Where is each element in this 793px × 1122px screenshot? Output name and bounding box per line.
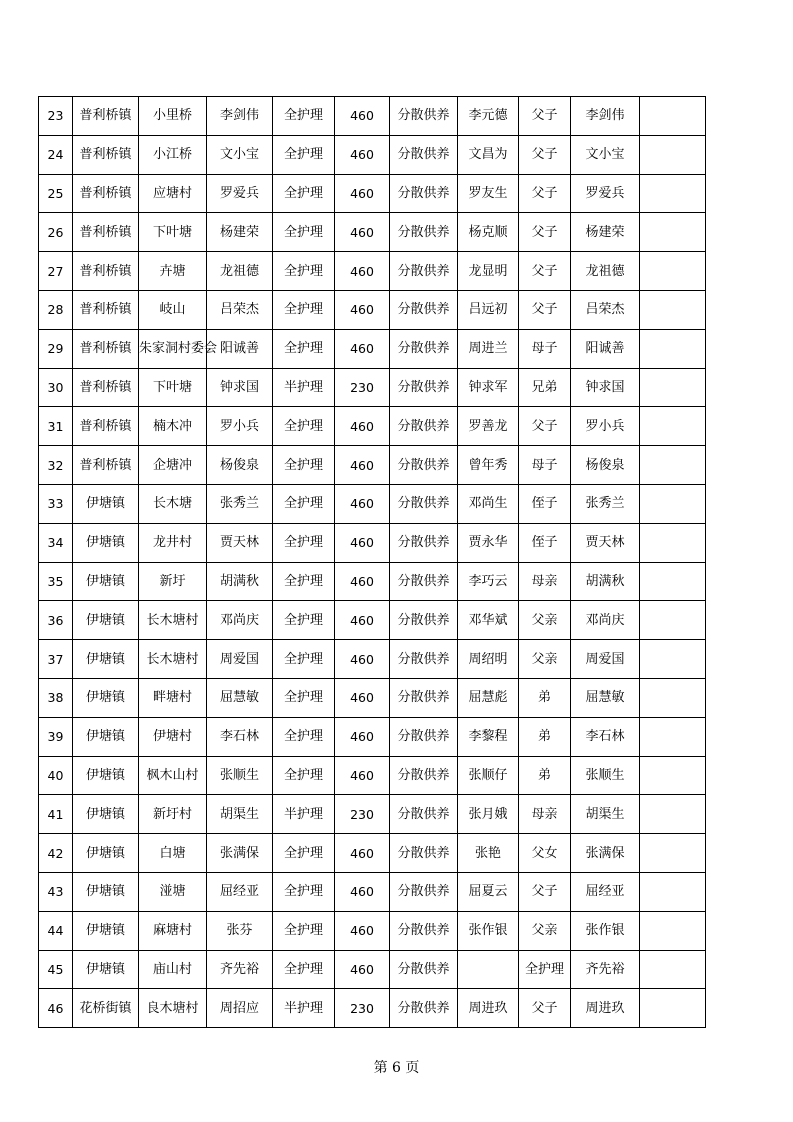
- cell-guardian-name: 曾年秀: [458, 446, 519, 485]
- cell-town: 普利桥镇: [73, 213, 139, 252]
- cell-payee-name: 阳诚善: [571, 329, 640, 368]
- table-row: [39, 756, 706, 795]
- table-row: [39, 484, 706, 523]
- cell-person-name: 邓尚庆: [207, 601, 273, 640]
- cell-support-type: 分散供养: [390, 368, 458, 407]
- cell-row-number: 36: [39, 601, 73, 640]
- cell-support-type: 分散供养: [390, 174, 458, 213]
- cell-remarks: [640, 911, 706, 950]
- cell-guardian-name: 周绍明: [458, 640, 519, 679]
- cell-amount: 460: [335, 756, 390, 795]
- table-row: [39, 717, 706, 756]
- cell-support-type: 分散供养: [390, 446, 458, 485]
- cell-support-type: 分散供养: [390, 484, 458, 523]
- cell-town: 普利桥镇: [73, 290, 139, 329]
- table-row: [39, 523, 706, 562]
- cell-care-level: 半护理: [273, 368, 335, 407]
- cell-care-level: 全护理: [273, 756, 335, 795]
- cell-amount: 460: [335, 911, 390, 950]
- cell-town: 普利桥镇: [73, 252, 139, 291]
- table-row: [39, 795, 706, 834]
- cell-relationship: 侄子: [519, 523, 571, 562]
- cell-guardian-name: 龙显明: [458, 252, 519, 291]
- cell-care-level: 全护理: [273, 950, 335, 989]
- cell-person-name: 贾天林: [207, 523, 273, 562]
- cell-person-name: 吕荣杰: [207, 290, 273, 329]
- table-row: [39, 252, 706, 291]
- cell-relationship: 父子: [519, 97, 571, 136]
- cell-person-name: 张顺生: [207, 756, 273, 795]
- cell-person-name: 文小宝: [207, 135, 273, 174]
- cell-relationship: 父子: [519, 989, 571, 1028]
- cell-amount: 460: [335, 601, 390, 640]
- cell-person-name: 周爱国: [207, 640, 273, 679]
- cell-amount: 460: [335, 97, 390, 136]
- cell-support-type: 分散供养: [390, 717, 458, 756]
- cell-relationship: 父子: [519, 213, 571, 252]
- cell-row-number: 31: [39, 407, 73, 446]
- cell-remarks: [640, 135, 706, 174]
- cell-payee-name: 李石林: [571, 717, 640, 756]
- cell-amount: 460: [335, 135, 390, 174]
- cell-care-level: 半护理: [273, 795, 335, 834]
- cell-support-type: 分散供养: [390, 135, 458, 174]
- cell-guardian-name: 李巧云: [458, 562, 519, 601]
- cell-support-type: 分散供养: [390, 562, 458, 601]
- cell-remarks: [640, 678, 706, 717]
- cell-village: 长木塘村: [139, 640, 207, 679]
- cell-amount: 460: [335, 252, 390, 291]
- cell-remarks: [640, 872, 706, 911]
- cell-guardian-name: 周进兰: [458, 329, 519, 368]
- cell-town: 伊塘镇: [73, 640, 139, 679]
- cell-village: 岐山: [139, 290, 207, 329]
- cell-care-level: 全护理: [273, 290, 335, 329]
- cell-support-type: 分散供养: [390, 756, 458, 795]
- cell-payee-name: 杨俊泉: [571, 446, 640, 485]
- cell-row-number: 40: [39, 756, 73, 795]
- table-row: [39, 834, 706, 873]
- cell-person-name: 杨俊泉: [207, 446, 273, 485]
- table-row: [39, 911, 706, 950]
- cell-village: 长木塘村: [139, 601, 207, 640]
- cell-person-name: 李石林: [207, 717, 273, 756]
- cell-town: 伊塘镇: [73, 601, 139, 640]
- table-row: [39, 640, 706, 679]
- cell-row-number: 32: [39, 446, 73, 485]
- cell-amount: 460: [335, 523, 390, 562]
- cell-support-type: 分散供养: [390, 795, 458, 834]
- cell-payee-name: 胡渠生: [571, 795, 640, 834]
- cell-guardian-name: 贾永华: [458, 523, 519, 562]
- cell-row-number: 30: [39, 368, 73, 407]
- cell-care-level: 全护理: [273, 407, 335, 446]
- cell-payee-name: 邓尚庆: [571, 601, 640, 640]
- cell-support-type: 分散供养: [390, 911, 458, 950]
- cell-town: 伊塘镇: [73, 834, 139, 873]
- cell-amount: 460: [335, 872, 390, 911]
- cell-support-type: 分散供养: [390, 213, 458, 252]
- cell-town: 普利桥镇: [73, 407, 139, 446]
- cell-person-name: 罗爱兵: [207, 174, 273, 213]
- table-body: [39, 97, 706, 1028]
- cell-person-name: 李剑伟: [207, 97, 273, 136]
- cell-support-type: 分散供养: [390, 601, 458, 640]
- cell-amount: 460: [335, 213, 390, 252]
- cell-support-type: 分散供养: [390, 834, 458, 873]
- cell-remarks: [640, 834, 706, 873]
- cell-amount: 460: [335, 290, 390, 329]
- cell-support-type: 分散供养: [390, 252, 458, 291]
- cell-care-level: 全护理: [273, 446, 335, 485]
- cell-row-number: 41: [39, 795, 73, 834]
- cell-relationship: 弟: [519, 678, 571, 717]
- cell-town: 普利桥镇: [73, 135, 139, 174]
- page-number: 第 6 页: [373, 1060, 420, 1076]
- cell-amount: 460: [335, 678, 390, 717]
- cell-guardian-name: 文昌为: [458, 135, 519, 174]
- cell-support-type: 分散供养: [390, 872, 458, 911]
- cell-payee-name: 杨建荣: [571, 213, 640, 252]
- cell-amount: 460: [335, 640, 390, 679]
- cell-payee-name: 屈经亚: [571, 872, 640, 911]
- cell-relationship: 弟: [519, 756, 571, 795]
- cell-remarks: [640, 252, 706, 291]
- table-row: [39, 950, 706, 989]
- cell-village: 枫木山村: [139, 756, 207, 795]
- cell-guardian-name: 张艳: [458, 834, 519, 873]
- cell-remarks: [640, 484, 706, 523]
- table-row: [39, 174, 706, 213]
- cell-payee-name: 周爱国: [571, 640, 640, 679]
- cell-remarks: [640, 717, 706, 756]
- cell-amount: 460: [335, 174, 390, 213]
- cell-person-name: 阳诚善: [207, 329, 273, 368]
- cell-village: 企塘冲: [139, 446, 207, 485]
- cell-relationship: 父亲: [519, 911, 571, 950]
- cell-care-level: 全护理: [273, 911, 335, 950]
- cell-payee-name: 张顺生: [571, 756, 640, 795]
- cell-payee-name: 钟求国: [571, 368, 640, 407]
- cell-guardian-name: 周进玖: [458, 989, 519, 1028]
- table-row: [39, 368, 706, 407]
- cell-care-level: 全护理: [273, 252, 335, 291]
- table-row: [39, 290, 706, 329]
- cell-payee-name: 屈慧敏: [571, 678, 640, 717]
- cell-guardian-name: 屈慧彪: [458, 678, 519, 717]
- cell-relationship: 父亲: [519, 601, 571, 640]
- cell-village: 新圩村: [139, 795, 207, 834]
- cell-row-number: 24: [39, 135, 73, 174]
- cell-row-number: 46: [39, 989, 73, 1028]
- cell-amount: 230: [335, 368, 390, 407]
- cell-remarks: [640, 989, 706, 1028]
- table-row: [39, 872, 706, 911]
- cell-amount: 230: [335, 795, 390, 834]
- cell-town: 伊塘镇: [73, 950, 139, 989]
- cell-row-number: 42: [39, 834, 73, 873]
- cell-remarks: [640, 950, 706, 989]
- cell-village: 伊塘村: [139, 717, 207, 756]
- cell-care-level: 全护理: [273, 523, 335, 562]
- cell-row-number: 44: [39, 911, 73, 950]
- cell-relationship: 母亲: [519, 795, 571, 834]
- cell-amount: 460: [335, 834, 390, 873]
- cell-care-level: 半护理: [273, 989, 335, 1028]
- cell-remarks: [640, 329, 706, 368]
- cell-guardian-name: 杨克顺: [458, 213, 519, 252]
- cell-row-number: 37: [39, 640, 73, 679]
- cell-amount: 460: [335, 950, 390, 989]
- cell-remarks: [640, 795, 706, 834]
- cell-person-name: 张秀兰: [207, 484, 273, 523]
- cell-village: 朱家洞村委会: [139, 329, 207, 368]
- cell-amount: 460: [335, 717, 390, 756]
- cell-payee-name: 胡满秋: [571, 562, 640, 601]
- cell-payee-name: 齐先裕: [571, 950, 640, 989]
- cell-remarks: [640, 290, 706, 329]
- cell-relationship: 侄子: [519, 484, 571, 523]
- cell-town: 普利桥镇: [73, 368, 139, 407]
- cell-person-name: 屈经亚: [207, 872, 273, 911]
- cell-guardian-name: 罗善龙: [458, 407, 519, 446]
- cell-support-type: 分散供养: [390, 678, 458, 717]
- cell-payee-name: 张满保: [571, 834, 640, 873]
- cell-village: 小里桥: [139, 97, 207, 136]
- cell-town: 普利桥镇: [73, 174, 139, 213]
- cell-relationship: 父子: [519, 135, 571, 174]
- cell-person-name: 钟求国: [207, 368, 273, 407]
- table-row: [39, 601, 706, 640]
- cell-town: 普利桥镇: [73, 97, 139, 136]
- cell-relationship: 母子: [519, 329, 571, 368]
- cell-support-type: 分散供养: [390, 407, 458, 446]
- cell-row-number: 39: [39, 717, 73, 756]
- cell-town: 伊塘镇: [73, 678, 139, 717]
- cell-person-name: 龙祖德: [207, 252, 273, 291]
- cell-village: 龙井村: [139, 523, 207, 562]
- cell-relationship: 母子: [519, 446, 571, 485]
- cell-village: 麻塘村: [139, 911, 207, 950]
- cell-relationship: 父子: [519, 290, 571, 329]
- cell-town: 伊塘镇: [73, 911, 139, 950]
- cell-amount: 460: [335, 562, 390, 601]
- cell-person-name: 罗小兵: [207, 407, 273, 446]
- cell-care-level: 全护理: [273, 640, 335, 679]
- cell-support-type: 分散供养: [390, 97, 458, 136]
- cell-village: 楠木冲: [139, 407, 207, 446]
- cell-person-name: 张芬: [207, 911, 273, 950]
- table-row: [39, 97, 706, 136]
- cell-relationship: 父女: [519, 834, 571, 873]
- cell-payee-name: 周进玖: [571, 989, 640, 1028]
- cell-relationship: 父子: [519, 407, 571, 446]
- cell-relationship: 全护理: [519, 950, 571, 989]
- cell-town: 伊塘镇: [73, 523, 139, 562]
- cell-support-type: 分散供养: [390, 989, 458, 1028]
- cell-town: 伊塘镇: [73, 717, 139, 756]
- cell-support-type: 分散供养: [390, 329, 458, 368]
- cell-relationship: 父子: [519, 872, 571, 911]
- cell-care-level: 全护理: [273, 213, 335, 252]
- cell-relationship: 兄弟: [519, 368, 571, 407]
- cell-payee-name: 贾天林: [571, 523, 640, 562]
- cell-person-name: 杨建荣: [207, 213, 273, 252]
- table-row: [39, 329, 706, 368]
- cell-care-level: 全护理: [273, 174, 335, 213]
- cell-row-number: 27: [39, 252, 73, 291]
- cell-town: 伊塘镇: [73, 562, 139, 601]
- cell-support-type: 分散供养: [390, 950, 458, 989]
- cell-village: 长木塘: [139, 484, 207, 523]
- cell-village: 卉塘: [139, 252, 207, 291]
- cell-row-number: 34: [39, 523, 73, 562]
- cell-remarks: [640, 523, 706, 562]
- cell-guardian-name: 钟求军: [458, 368, 519, 407]
- cell-town: 伊塘镇: [73, 756, 139, 795]
- cell-relationship: 父亲: [519, 640, 571, 679]
- cell-remarks: [640, 407, 706, 446]
- cell-town: 伊塘镇: [73, 872, 139, 911]
- cell-village: 畔塘村: [139, 678, 207, 717]
- cell-row-number: 35: [39, 562, 73, 601]
- cell-guardian-name: 吕远初: [458, 290, 519, 329]
- cell-relationship: 弟: [519, 717, 571, 756]
- cell-person-name: 屈慧敏: [207, 678, 273, 717]
- cell-village: 湴塘: [139, 872, 207, 911]
- cell-row-number: 25: [39, 174, 73, 213]
- cell-payee-name: 罗爱兵: [571, 174, 640, 213]
- cell-row-number: 45: [39, 950, 73, 989]
- cell-row-number: 29: [39, 329, 73, 368]
- cell-village: 新圩: [139, 562, 207, 601]
- cell-guardian-name: 张作银: [458, 911, 519, 950]
- cell-row-number: 33: [39, 484, 73, 523]
- cell-payee-name: 罗小兵: [571, 407, 640, 446]
- cell-person-name: 胡渠生: [207, 795, 273, 834]
- cell-town: 普利桥镇: [73, 329, 139, 368]
- cell-row-number: 26: [39, 213, 73, 252]
- cell-support-type: 分散供养: [390, 640, 458, 679]
- cell-village: 庙山村: [139, 950, 207, 989]
- cell-care-level: 全护理: [273, 872, 335, 911]
- cell-row-number: 23: [39, 97, 73, 136]
- cell-amount: 460: [335, 446, 390, 485]
- cell-town: 花桥街镇: [73, 989, 139, 1028]
- table-row: [39, 213, 706, 252]
- cell-payee-name: 龙祖德: [571, 252, 640, 291]
- cell-remarks: [640, 213, 706, 252]
- cell-person-name: 周招应: [207, 989, 273, 1028]
- cell-care-level: 全护理: [273, 97, 335, 136]
- cell-row-number: 28: [39, 290, 73, 329]
- cell-care-level: 全护理: [273, 601, 335, 640]
- cell-guardian-name: 屈夏云: [458, 872, 519, 911]
- cell-remarks: [640, 601, 706, 640]
- cell-guardian-name: 张月娥: [458, 795, 519, 834]
- cell-guardian-name: 李元德: [458, 97, 519, 136]
- cell-care-level: 全护理: [273, 678, 335, 717]
- cell-town: 普利桥镇: [73, 446, 139, 485]
- cell-care-level: 全护理: [273, 834, 335, 873]
- table-row: [39, 989, 706, 1028]
- cell-amount: 230: [335, 989, 390, 1028]
- cell-row-number: 38: [39, 678, 73, 717]
- cell-town: 伊塘镇: [73, 484, 139, 523]
- cell-guardian-name: 邓尚生: [458, 484, 519, 523]
- cell-remarks: [640, 562, 706, 601]
- cell-care-level: 全护理: [273, 484, 335, 523]
- cell-person-name: 张满保: [207, 834, 273, 873]
- cell-village: 下叶塘: [139, 213, 207, 252]
- cell-guardian-name: 李黎程: [458, 717, 519, 756]
- table-row: [39, 407, 706, 446]
- cell-payee-name: 张作银: [571, 911, 640, 950]
- table-row: [39, 678, 706, 717]
- cell-guardian-name: 罗友生: [458, 174, 519, 213]
- table-row: [39, 446, 706, 485]
- cell-payee-name: 吕荣杰: [571, 290, 640, 329]
- cell-village: 应塘村: [139, 174, 207, 213]
- cell-payee-name: 李剑伟: [571, 97, 640, 136]
- cell-relationship: 父子: [519, 174, 571, 213]
- cell-guardian-name: 张顺仔: [458, 756, 519, 795]
- cell-remarks: [640, 640, 706, 679]
- cell-village: 小江桥: [139, 135, 207, 174]
- cell-relationship: 父子: [519, 252, 571, 291]
- cell-guardian-name: [458, 950, 519, 989]
- cell-payee-name: 张秀兰: [571, 484, 640, 523]
- cell-town: 伊塘镇: [73, 795, 139, 834]
- cell-person-name: 胡满秋: [207, 562, 273, 601]
- cell-person-name: 齐先裕: [207, 950, 273, 989]
- cell-care-level: 全护理: [273, 562, 335, 601]
- cell-row-number: 43: [39, 872, 73, 911]
- cell-support-type: 分散供养: [390, 290, 458, 329]
- cell-guardian-name: 邓华斌: [458, 601, 519, 640]
- cell-amount: 460: [335, 329, 390, 368]
- cell-care-level: 全护理: [273, 717, 335, 756]
- cell-village: 良木塘村: [139, 989, 207, 1028]
- cell-amount: 460: [335, 407, 390, 446]
- cell-remarks: [640, 97, 706, 136]
- table-row: [39, 562, 706, 601]
- cell-remarks: [640, 174, 706, 213]
- cell-remarks: [640, 756, 706, 795]
- cell-care-level: 全护理: [273, 135, 335, 174]
- data-table: [38, 96, 706, 1028]
- cell-care-level: 全护理: [273, 329, 335, 368]
- cell-amount: 460: [335, 484, 390, 523]
- cell-remarks: [640, 368, 706, 407]
- cell-village: 白塘: [139, 834, 207, 873]
- cell-remarks: [640, 446, 706, 485]
- cell-payee-name: 文小宝: [571, 135, 640, 174]
- cell-relationship: 母亲: [519, 562, 571, 601]
- cell-village: 下叶塘: [139, 368, 207, 407]
- cell-support-type: 分散供养: [390, 523, 458, 562]
- table-row: [39, 135, 706, 174]
